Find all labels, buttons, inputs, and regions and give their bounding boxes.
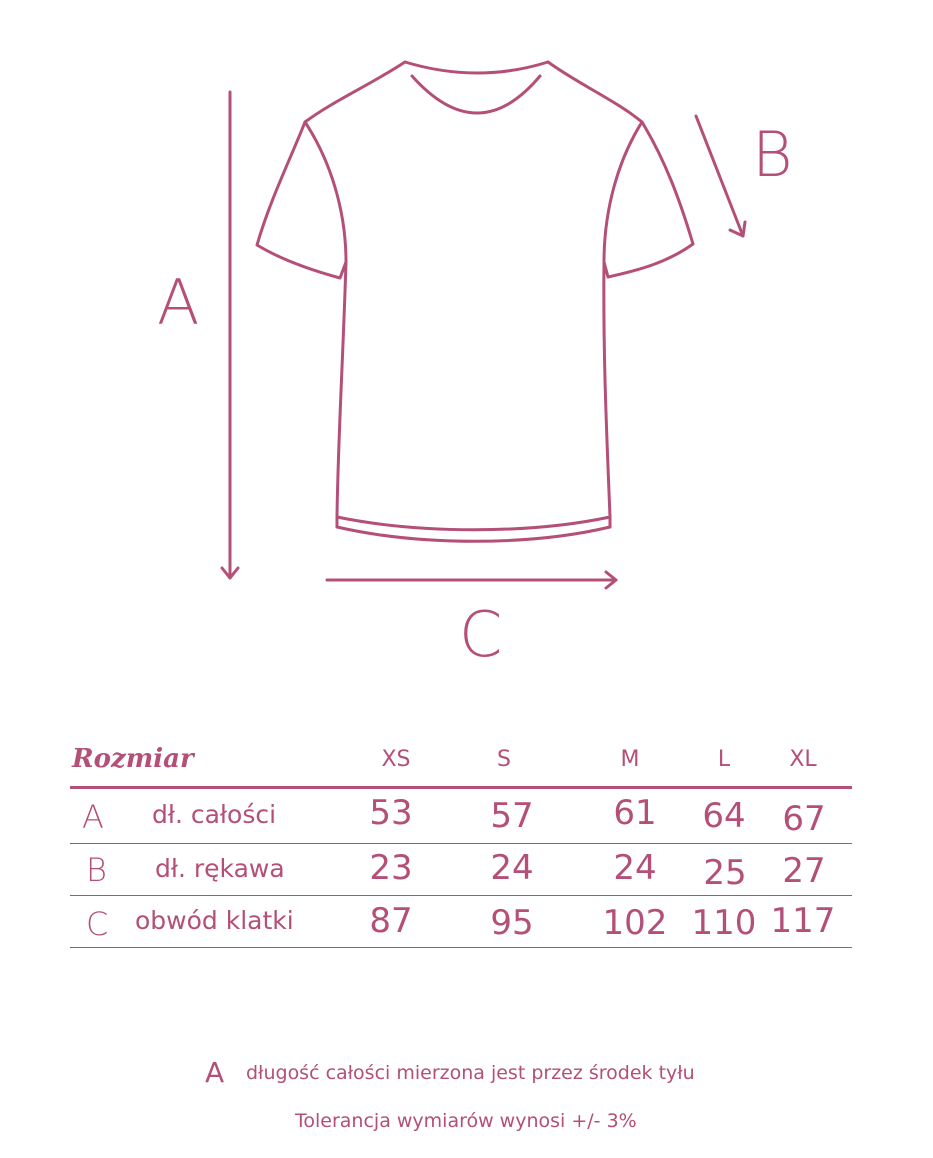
cell-c-xl: 117 bbox=[770, 901, 836, 941]
cell-a-xl: 67 bbox=[782, 799, 826, 839]
note-tolerance: Tolerancja wymiarów wynosi +/- 3% bbox=[295, 1110, 637, 1132]
cell-a-s: 57 bbox=[490, 796, 534, 836]
collar-outer bbox=[405, 62, 548, 73]
cell-a-l: 64 bbox=[702, 796, 746, 836]
arrow-b-shaft bbox=[696, 116, 743, 236]
tshirt-outline bbox=[257, 62, 693, 530]
row-rule-2 bbox=[70, 895, 852, 896]
cell-b-m: 24 bbox=[613, 848, 657, 888]
left-armhole bbox=[305, 122, 346, 262]
cell-c-m: 102 bbox=[602, 903, 668, 943]
row-letter-c: C bbox=[86, 905, 109, 943]
cell-c-xs: 87 bbox=[369, 901, 413, 941]
row-label-c: obwód klatki bbox=[135, 906, 294, 935]
size-table bbox=[0, 730, 933, 970]
row-label-a: dł. całości bbox=[152, 800, 277, 829]
row-label-b: dł. rękawa bbox=[155, 854, 285, 883]
right-armhole bbox=[604, 122, 642, 262]
cell-a-xs: 53 bbox=[369, 793, 413, 833]
row-letter-a: A bbox=[82, 798, 104, 836]
cell-b-s: 24 bbox=[490, 848, 534, 888]
cell-b-xl: 27 bbox=[782, 851, 826, 891]
size-header-s: S bbox=[497, 747, 511, 772]
cell-b-xs: 23 bbox=[369, 848, 413, 888]
label-b: B bbox=[752, 118, 793, 191]
cell-b-l: 25 bbox=[703, 853, 747, 893]
size-header-xl: XL bbox=[789, 747, 817, 772]
size-header-l: L bbox=[717, 747, 731, 772]
row-rule-1 bbox=[70, 843, 852, 844]
label-a: A bbox=[157, 266, 200, 339]
row-letter-b: B bbox=[86, 851, 107, 889]
size-header-xs: XS bbox=[381, 747, 411, 772]
cell-c-s: 95 bbox=[490, 903, 534, 943]
size-header-m: M bbox=[620, 747, 640, 772]
header-rule bbox=[70, 786, 852, 789]
table-title: Rozmiar bbox=[72, 744, 194, 774]
note-length: długość całości mierzona jest przez środek tyłu bbox=[246, 1062, 695, 1084]
label-c: C bbox=[459, 598, 503, 671]
cell-c-l: 110 bbox=[691, 903, 757, 943]
note-letter-a: A bbox=[205, 1056, 225, 1089]
collar-inner bbox=[412, 76, 540, 113]
cell-a-m: 61 bbox=[613, 793, 657, 833]
table-bottom-rule bbox=[70, 947, 852, 948]
